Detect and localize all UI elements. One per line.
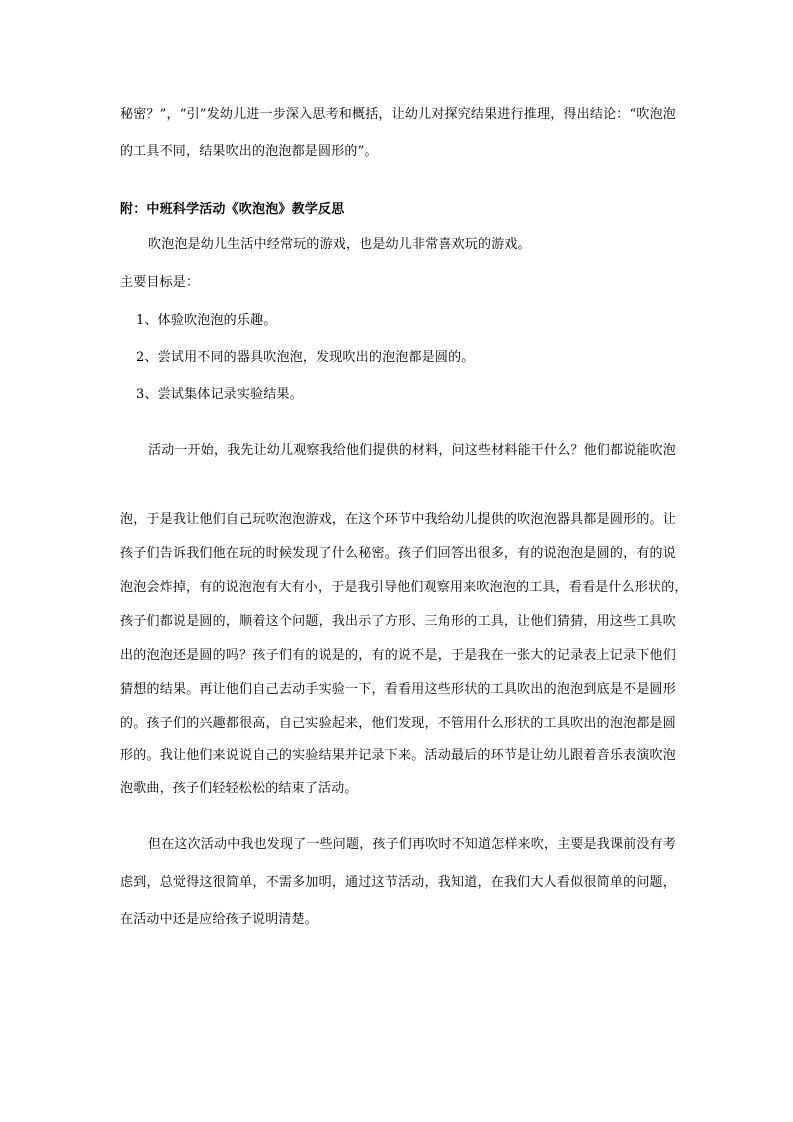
paragraph2-line: 虑到，总觉得这很简单，不需多加明，通过这节活动，我知道，在我们大人看似很简单的问题， [120,875,676,890]
opening-sentence: 吹泡泡是幼儿生活中经常玩的游戏，也是幼儿非常喜欢玩的游戏。 [148,237,531,252]
intro-line-1: 秘密？”，“引”发幼儿进一步深入思考和概括，让幼儿对探究结果进行推理，得出结论：“吹泡泡 [120,107,676,122]
paragraph1-line: 孩子们都说是圆的，顺着这个问题，我出示了方形、三角形的工具，让他们猜猜，用这些工具吹 [120,614,676,629]
paragraph1-line: 泡歌曲，孩子们轻轻松松的结束了活动。 [120,781,358,796]
paragraph1-line: 形的。我让他们来说说自己的实验结果并记录下来。活动最后的环节是让幼儿跟着音乐表演吹泡 [120,748,676,763]
paragraph1-line: 的。孩子们的兴趣都很高，自己实验起来，他们发现，不管用什么形状的工具吹出的泡泡都是圆 [120,716,676,731]
paragraph2-line: 但在这次活动中我也发现了一些问题，孩子们再吹时不知道怎样来吹，主要是我课前没有考 [148,837,677,852]
goal-item: 3、尝试集体记录实验结果。 [136,387,303,402]
goal-item: 1、体验吹泡泡的乐趣。 [136,313,277,328]
paragraph1-line: 泡，于是我让他们自己玩吹泡泡游戏，在这个环节中我给幼儿提供的吹泡泡器具都是圆形的。让 [120,512,676,527]
intro-line-2: 的工具不同，结果吹出的泡泡都是圆形的”。 [120,144,378,159]
goals-label: 主要目标是： [120,275,200,290]
reflection-heading: 附：中班科学活动《吹泡泡》教学反思 [120,202,345,217]
paragraph1-line: 孩子们告诉我们他在玩的时候发现了什么秘密。孩子们回答出很多，有的说泡泡是圆的，有的说 [120,546,676,561]
paragraph1-line: 活动一开始，我先让幼儿观察我给他们提供的材料，问这些材料能干什么？他们都说能吹泡 [148,443,677,458]
paragraph1-line: 泡泡会炸掉，有的说泡泡有大有小，于是我引导他们观察用来吹泡泡的工具，看看是什么形状的， [120,580,688,595]
paragraph1-line: 猜想的结果。再让他们自己去动手实验一下，看看用这些形状的工具吹出的泡泡到底是不是圆形 [120,682,676,697]
paragraph2-line: 在活动中还是应给孩子说明清楚。 [120,912,319,927]
goal-item: 2、尝试用不同的器具吹泡泡，发现吹出的泡泡都是圆的。 [136,350,475,365]
paragraph1-line: 出的泡泡还是圆的吗？孩子们有的说是的，有的说不是，于是我在一张大的记录表上记录下他们 [120,648,676,663]
